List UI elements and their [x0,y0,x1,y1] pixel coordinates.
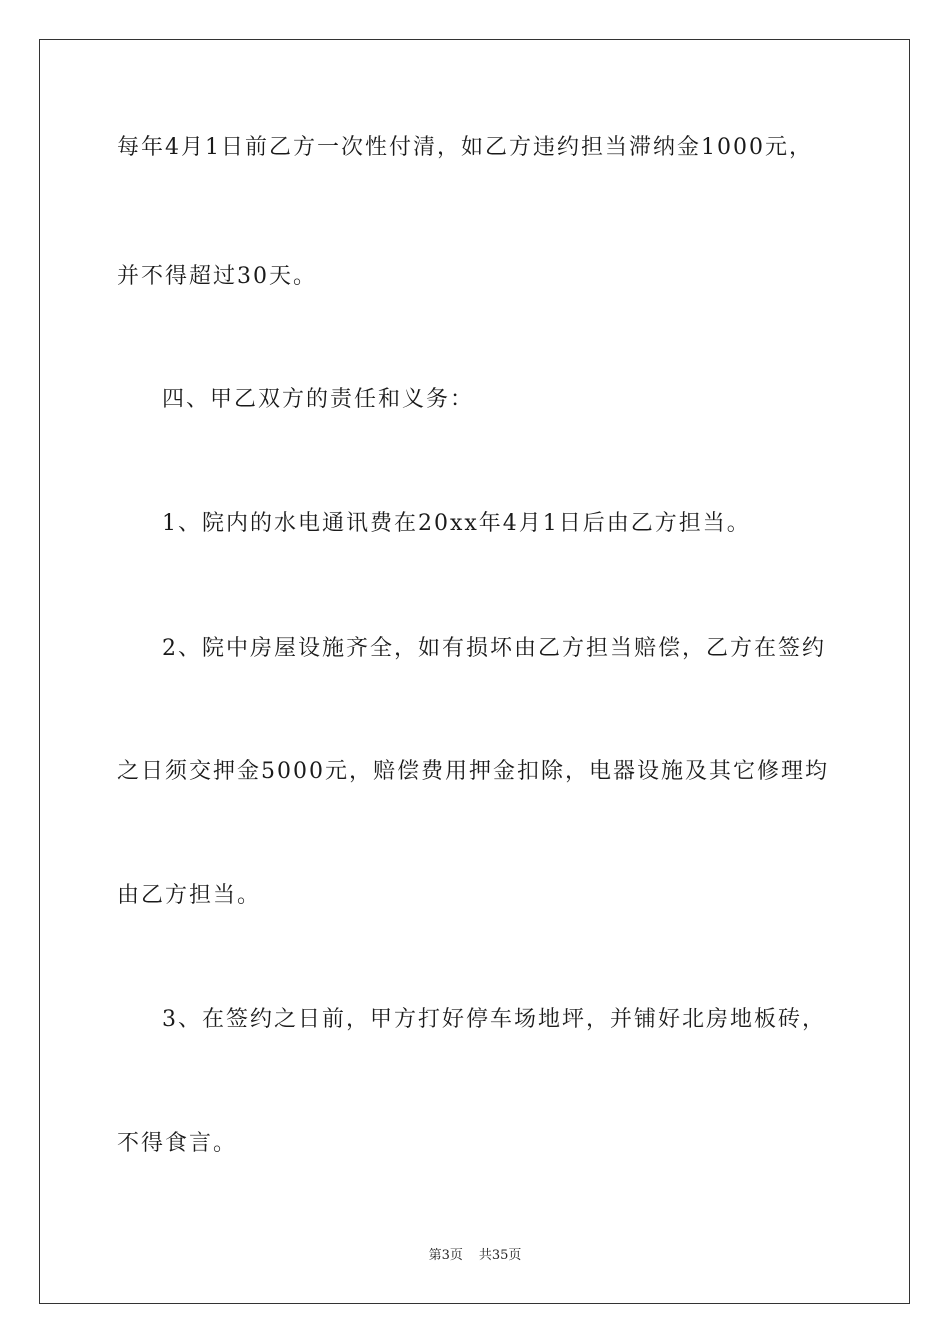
clause-2-line-3: 由乙方担当。 [117,883,262,908]
page-total: 共35页 [478,1248,522,1263]
page-footer [0,1247,950,1265]
page-number: 第3页 [428,1248,463,1263]
clause-3-line-1: 3、在签约之日前，甲方打好停车场地坪，并铺好北房地板砖， [162,1007,826,1032]
page-border [39,39,910,1304]
section-heading: 四、甲乙双方的责任和义务： [162,387,475,412]
clause-2-line-2: 之日须交押金5000元，赔偿费用押金扣除，电器设施及其它修理均 [117,759,829,784]
clause-3-line-2: 不得食言。 [117,1131,238,1156]
clause-2-line-1: 2、院中房屋设施齐全，如有损坏由乙方担当赔偿，乙方在签约 [162,636,826,661]
text-line-1: 每年4月1日前乙方一次性付清，如乙方违约担当滞纳金1000元， [117,135,813,160]
text-line-2: 并不得超过30天。 [117,264,317,289]
clause-1: 1、院内的水电通讯费在20xx年4月1日后由乙方担当。 [162,511,751,536]
